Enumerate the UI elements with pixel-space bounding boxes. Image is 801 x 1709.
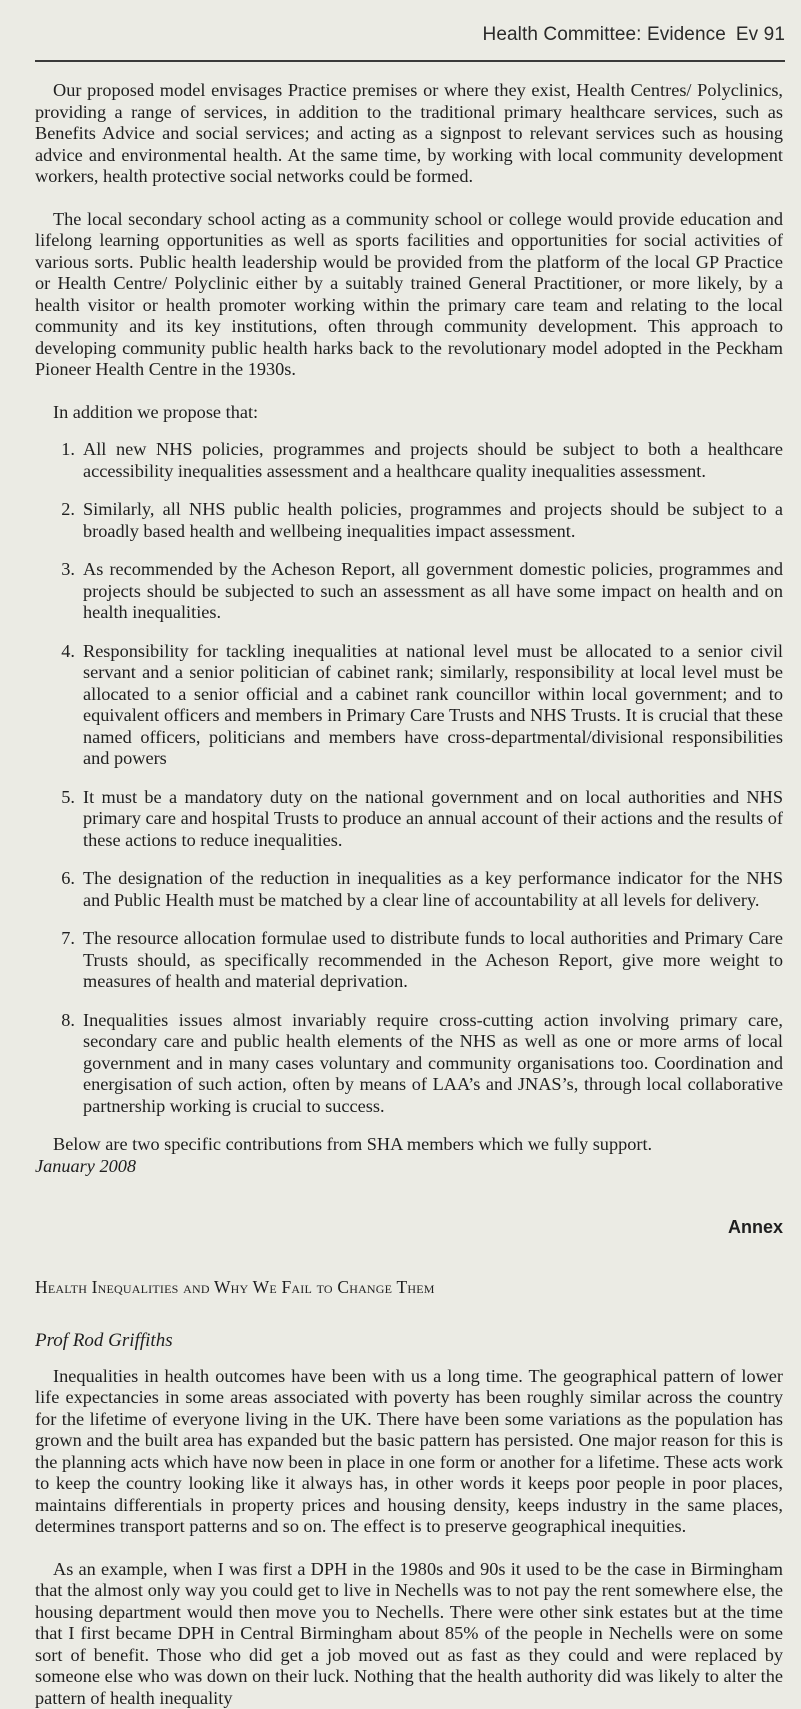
list-item	[35, 1010, 783, 1118]
list-item	[35, 641, 783, 770]
item-text: As recommended by the Acheson Report, all government domestic policies, programmes and projects should be subjected to such an assessment as all have some impact on health and on health inequalities.	[83, 559, 783, 624]
item-text: Inequalities issues almost invariably require cross-cutting action involving primary care, secondary care and public health elements of the NHS as well as one or more arms of local government and in many cases voluntary and community organisations too. Coordination and energisation of such action, often by means of LAA’s and JNAS’s, through local collaborative partnership working is crucial to success.	[83, 1010, 783, 1118]
header-title: Health Committee: Evidence	[483, 24, 726, 45]
page-number: Ev 91	[736, 24, 785, 45]
list-item	[35, 559, 783, 624]
item-text: Responsibility for tackling inequalities at national level must be allocated to a senior civil servant and a senior politician of cabinet rank; similarly, responsibility at local level must be allocated to a senior official and a cabinet rank councillor within local government; and to equivalent officers and members in Primary Care Trusts and NHS Trusts. It is crucial that these named officers, politicians and members have cross-departmental/divisional responsibilities and powers	[83, 641, 783, 770]
running-header	[483, 24, 785, 46]
annex-paragraph: As an example, when I was first a DPH in the 1980s and 90s it used to be the case in Birmingham that the almost only way you could get to live in Nechells was to not pay the rent somewhere else, the housing department would then move you to Nechells. There were other sink estates but at the time that I first became DPH in Central Birmingham about 85% of the people in Nechells were on some sort of benefit. Those who did get a job moved out as fast as they could and were replaced by someone else who was down on their luck. Nothing that the health authority did was likely to alter the pattern of health inequality	[35, 1559, 783, 1709]
item-text: All new NHS policies, programmes and projects should be subject to both a healthcare accessibility inequalities assessment and a healthcare quality inequalities assessment.	[83, 439, 783, 482]
annex-label: Annex	[35, 1217, 783, 1239]
paragraph: The local secondary school acting as a community school or college would provide education and lifelong learning opportunities as well as sports facilities and opportunities for social activities of various sorts. Public health leadership would be provided from the platform of the local GP Practice or Health Centre/ Polyclinic either by a suitably trained General Practitioner, or more likely, by a health visitor or health promoter working within the primary care team and relating to the local community and its key institutions, often through community development. This approach to developing community public health harks back to the revolutionary model adopted in the Peckham Pioneer Health Centre in the 1930s.	[35, 209, 783, 381]
item-number: 6.	[35, 868, 83, 911]
item-number: 1.	[35, 439, 83, 482]
item-text: The designation of the reduction in inequalities as a key performance indicator for the NHS and Public Health must be matched by a clear line of accountability at all levels for delivery.	[83, 868, 783, 911]
item-number: 7.	[35, 928, 83, 993]
item-number: 5.	[35, 787, 83, 852]
item-number: 3.	[35, 559, 83, 624]
paragraph: In addition we propose that:	[35, 402, 783, 424]
list-item	[35, 868, 783, 911]
list-item	[35, 928, 783, 993]
item-number: 4.	[35, 641, 83, 770]
item-text: It must be a mandatory duty on the national government and on local authorities and NHS primary care and hospital Trusts to produce an annual account of their actions and the results of these actions to reduce inequalities.	[83, 787, 783, 852]
proposals-list	[35, 439, 783, 1117]
item-number: 8.	[35, 1010, 83, 1118]
list-item	[35, 787, 783, 852]
body-text	[35, 80, 783, 1709]
item-text: The resource allocation formulae used to distribute funds to local authorities and Primary Care Trusts should, as specifically recommended in the Acheson Report, give more weight to measures of health and material deprivation.	[83, 928, 783, 993]
paragraph: Our proposed model envisages Practice premises or where they exist, Health Centres/ Polyclinics, providing a range of services, in addition to the traditional primary healthcare services, such as Benefits Advice and social services; and acting as a signpost to relevant services such as housing advice and environmental health. At the same time, by working with local community development workers, health protective social networks could be formed.	[35, 80, 783, 188]
annex-paragraph: Inequalities in health outcomes have been with us a long time. The geographical pattern of lower life expectancies in some areas associated with poverty has been roughly similar across the country for the lifetime of everyone living in the UK. There have been some variations as the population has grown and the built area has expanded but the basic pattern has persisted. One major reason for this is the planning acts which have now been in place in one form or another for a lifetime. These acts work to keep the country looking like it always has, in other words it keeps poor people in poor places, maintains differentials in property prices and housing density, keeps industry in the same places, determines transport patterns and so on. The effect is to preserve geographical inequities.	[35, 1366, 783, 1538]
closing-paragraph: Below are two specific contributions from SHA members which we fully support.	[35, 1134, 783, 1156]
list-item	[35, 439, 783, 482]
item-number: 2.	[35, 499, 83, 542]
list-item	[35, 499, 783, 542]
item-text: Similarly, all NHS public health policies, programmes and projects should be subject to a broadly based health and wellbeing inequalities impact assessment.	[83, 499, 783, 542]
document-date: January 2008	[35, 1156, 783, 1178]
annex-author: Prof Rod Griffiths	[35, 1330, 783, 1352]
annex-title: Health Inequalities and Why We Fail to Change Them	[35, 1277, 783, 1299]
header-rule	[35, 60, 785, 62]
